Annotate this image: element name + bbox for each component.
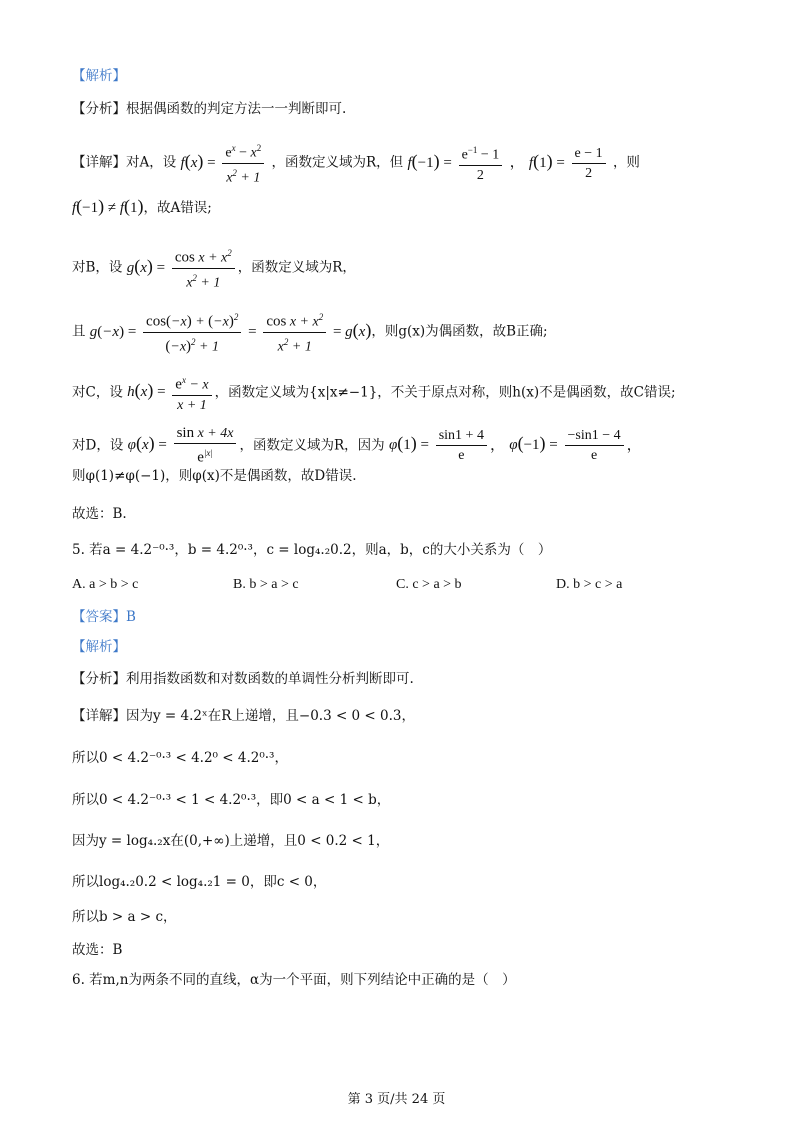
detail-d-line2: 则φ(1)≠φ(−1)，则φ(x)不是偶函数，故D错误. [72,468,357,484]
detail-d-prefix: 对D，设 [72,437,124,454]
section-label-jiexi: 【解析】 [72,68,126,84]
detail-b2-prefix: 且 [72,323,86,340]
formula-f-def: f(x) = $\frac{e^x - x^2}{x^2 + 1}$ [181,155,268,171]
answer-choice-1: 故选：B. [72,506,127,522]
detail-d-line1: 对D，设 φ(x) = $\frac{\text{sin x + 4x}}{e^{|x|}}$ ，函数定义域为R，因为 φ(1) = $\frac{\sin 1 + 4}{e}$ ， φ(−1) = $\frac{-\sin 1 - 4}{e}$ ， [72,425,642,466]
option-a: A. a > b > c [72,577,139,592]
analysis-line-2: 【分析】利用指数函数和对数函数的单调性分析判断即可. [72,671,414,687]
formula-f-neg1: f(−1) = $\frac{e^{-1} - 1}{2}$ [407,155,505,171]
detail-a-line: 【详解】对A，设 f(x) = $\frac{e^x - x^2}{x^2 + 1}$ ，函数定义域为R，但 f(−1) = $\frac{e^{-1} - 1}{2}$ ， f(1) = $\frac{e - 1}{2}$ ，则 [72,140,640,186]
formula-phi-1: φ(1) = $\frac{\sin 1 + 4}{e}$ [389,437,490,453]
section-label-jiexi-2: 【解析】 [72,639,126,655]
detail-5-line3: 所以0 < 4.2⁻⁰·³ < 1 < 4.2⁰·³，即0 < a < 1 < b， [72,792,391,808]
formula-g-neg: g(−x) = $\frac{\cos(-x) + (-x)^2}{(-x)^2 + 1}$ = $\frac{\cos x + x^2}{x^2 + 1}$ = g(x) [90,324,372,340]
detail-b-prefix: 对B，设 [72,259,123,276]
formula-phi-def: φ(x) = $\frac{\text{sin x + 4x}}{e^{|x|}}$ [128,437,240,453]
option-b: B. b > a > c [233,577,299,592]
detail-a-mid: ，函数定义域为R，但 [271,154,404,171]
formula-g-def: g(x) = $\frac{\cos x + x^2}{x^2 + 1}$ [127,260,238,276]
formula-h-def: h(x) = $\frac{e^x - x}{x + 1}$ [127,384,214,400]
detail-b2-suffix: ，则g(x)为偶函数，故B正确; [371,323,548,340]
question-6: 6. 若m,n为两条不同的直线，α为一个平面，则下列结论中正确的是（ ） [72,972,516,988]
detail-5-line2: 所以0 < 4.2⁻⁰·³ < 4.2⁰ < 4.2⁰·³， [72,750,288,766]
detail-c-mid: ，函数定义域为{x|x≠−1}，不关于原点对称，则h(x)不是偶函数，故C错误; [214,384,676,401]
formula-f-1: f(1) = $\frac{e - 1}{2}$ [529,155,609,171]
detail-5-line5: 所以log₄.₂0.2 < log₄.₂1 = 0，即c < 0， [72,874,327,890]
detail-b-suffix: ，函数定义域为R， [237,259,356,276]
option-c: C. c > a > b [396,577,462,592]
question-5: 5. 若a = 4.2⁻⁰·³，b = 4.2⁰·³，c = log₄.₂0.2，则a，b，c的大小关系为（ ） [72,542,552,558]
detail-b-line1 [72,245,356,291]
detail-d-mid: ，函数定义域为R，因为 [239,437,385,454]
detail-a-conclusion-text: ，故A错误; [143,200,212,216]
detail-c-prefix: 对C，设 [72,384,123,401]
answer-label: 【答案】B [72,609,136,625]
option-d: D. b > c > a [556,577,623,592]
detail-a-prefix: 【详解】对A，设 [72,154,177,171]
analysis-line: 【分析】根据偶函数的判定方法一一判断即可. [72,101,347,117]
detail-5-line1: 【详解】因为y = 4.2ˣ在R上递增，且−0.3 < 0 < 0.3， [72,708,416,724]
detail-5-line6: 所以b > a > c， [72,909,177,925]
formula-phi-neg1: φ(−1) = $\frac{-\sin 1 - 4}{e}$ [509,437,626,453]
detail-b-line2 [72,309,548,355]
detail-5-line4: 因为y = log₄.₂x在(0,+∞)上递增，且0 < 0.2 < 1， [72,833,390,849]
page-footer: 第 3 页/共 24 页 [347,1092,446,1107]
detail-c-line [72,372,676,414]
formula-f-neq: f(−1) ≠ f(1) [72,196,144,216]
detail-a-conclusion [72,196,212,218]
answer-choice-2: 故选：B [72,942,123,958]
detail-a-end: ，则 [612,154,640,171]
